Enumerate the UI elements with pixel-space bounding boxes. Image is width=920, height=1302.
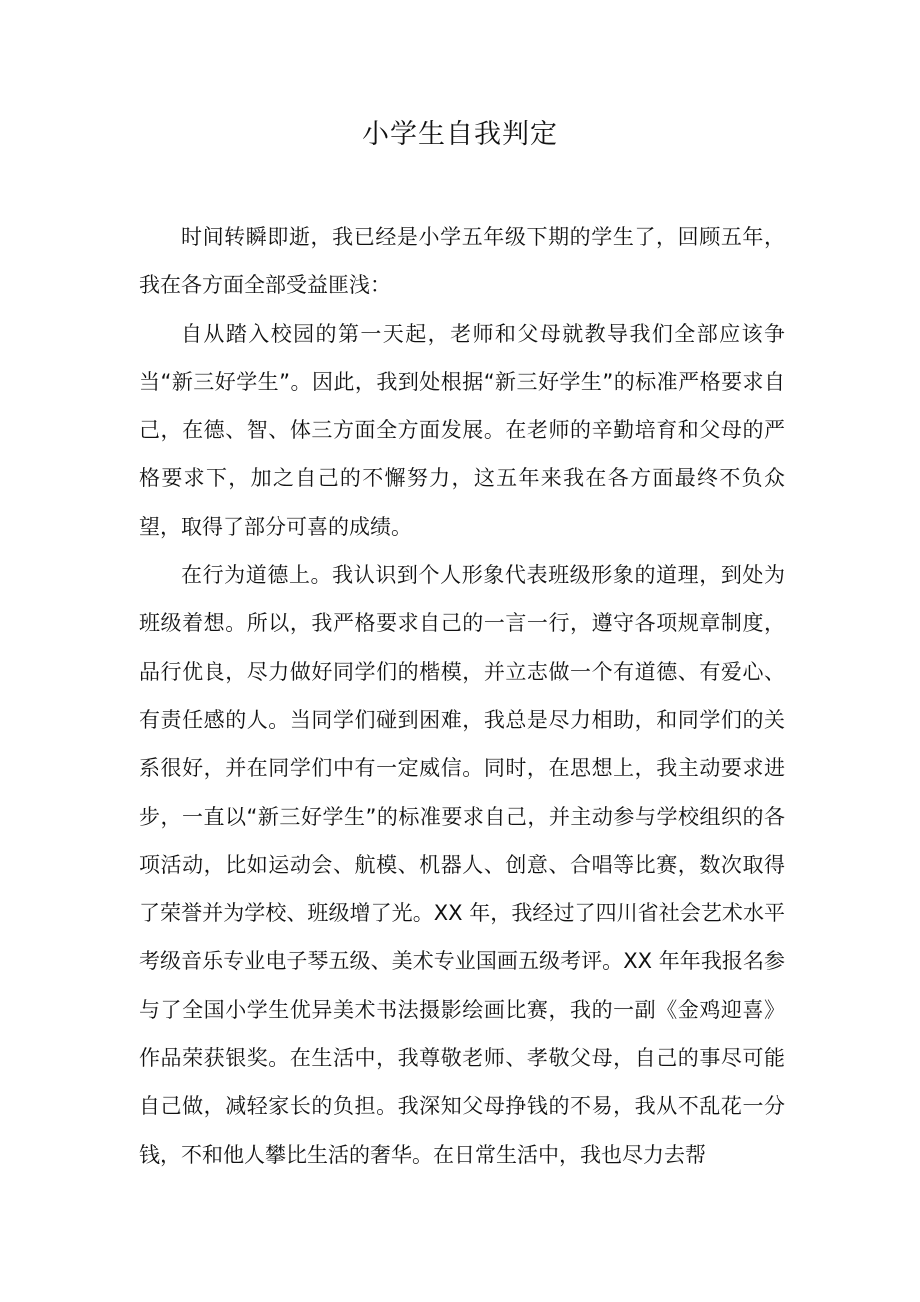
document-title: 小学生自我判定 <box>362 119 558 150</box>
paragraph-conduct: 在行为道德上。我认识到个人形象代表班级形象的道理，到处为班级着想。所以，我严格要求自己的一言一行，遵守各项规章制度，品行优良，尽力做好同学们的楷模，并立志做一个有道德、有爱心、有责任感的人。当同学们碰到困难，我总是尽力相助，和同学们的关系很好，并在同学们中有一定威信。同时，在思想上，我主动要求进步，一直以“新三好学生”的标准要求自己，并主动参与学校组织的各项活动，比如运动会、航模、机器人、创意、合唱等比赛，数次取得了荣誉并为学校、班级增了光。XX 年，我经过了四川省社会艺术水平考级音乐专业电子琴五级、美术专业国画五级考评。XX 年年我报名参与了全国小学生优异美术书法摄影绘画比赛，我的一副《金鸡迎喜》作品荣获银奖。在生活中，我尊敬老师、孝敬父母，自己的事尽可能自己做，减轻家长的负担。我深知父母挣钱的不易，我从不乱花一分钱，不和他人攀比生活的奢华。在日常生活中，我也尽力去帮 <box>139 563 785 1167</box>
paragraph-intro: 时间转瞬即逝，我已经是小学五年级下期的学生了，回顾五年，我在各方面全部受益匪浅： <box>139 225 785 298</box>
paragraph-goals: 自从踏入校园的第一天起，老师和父母就教导我们全部应该争当“新三好学生”。因此，我到处根据“新三好学生”的标准严格要求自己，在德、智、体三方面全方面发展。在老师的辛勤培育和父母的严格要求下，加之自己的不懈努力，这五年来我在各方面最终不负众望，取得了部分可喜的成绩。 <box>139 321 785 539</box>
document-body <box>139 213 785 1179</box>
